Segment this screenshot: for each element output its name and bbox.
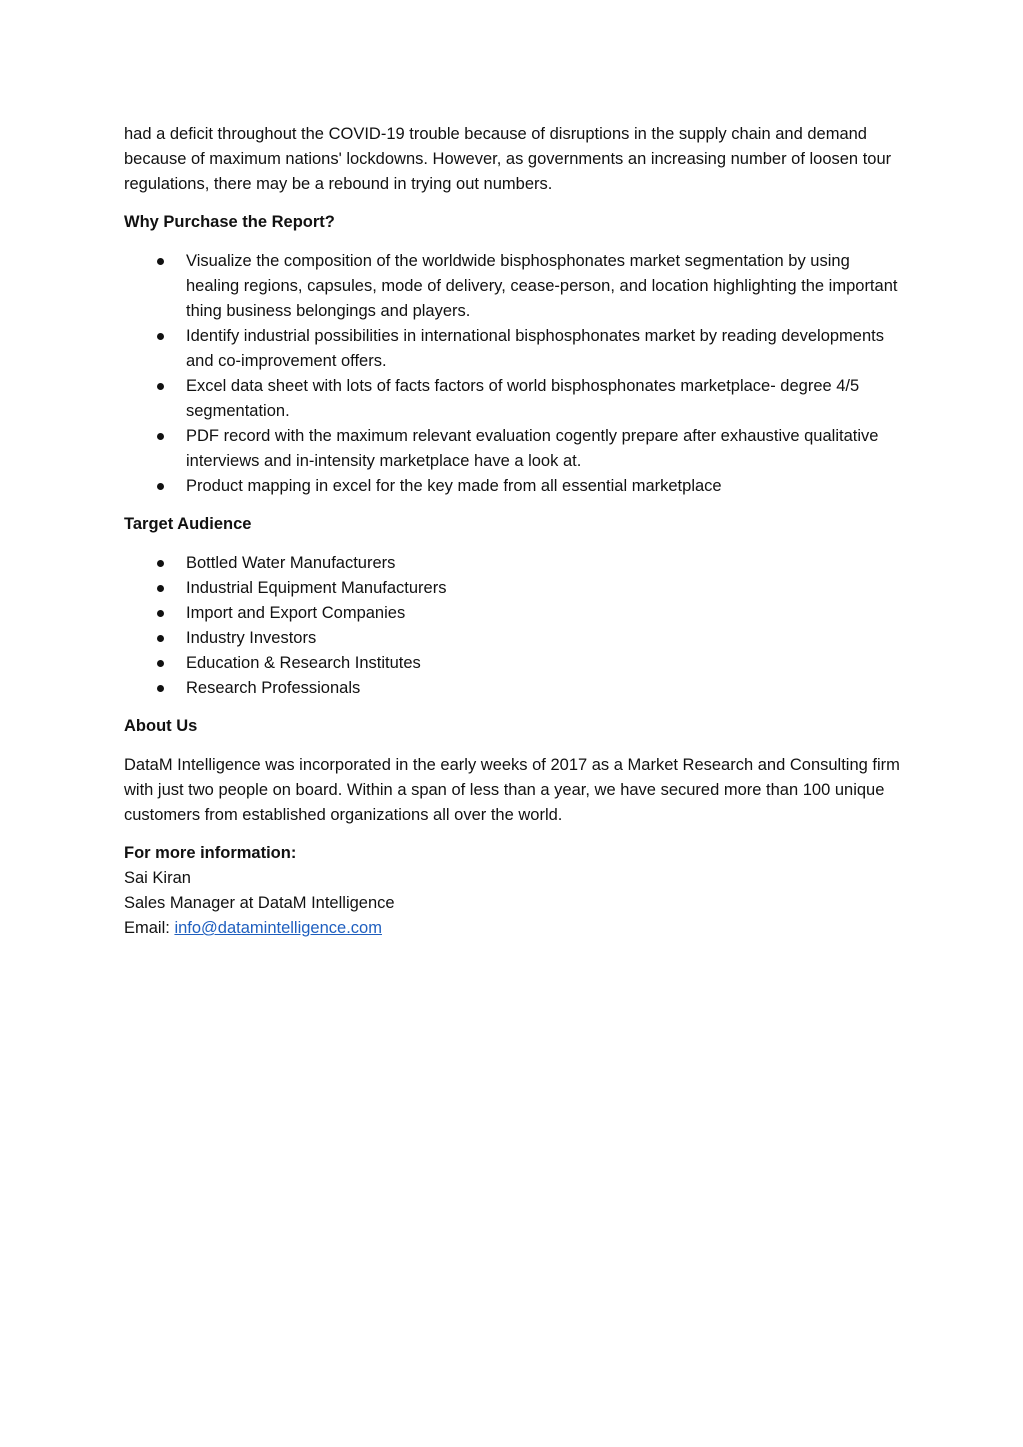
contact-heading: For more information:	[124, 844, 297, 862]
bullet-icon	[157, 483, 164, 490]
list-item-text: Industrial Equipment Manufacturers	[186, 579, 447, 597]
list-item	[124, 324, 904, 374]
list-item	[124, 651, 904, 676]
list-item	[124, 249, 904, 324]
about-us-paragraph: DataM Intelligence was incorporated in the early weeks of 2017 as a Market Research and Consulting firm with just two people on board. Within a span of less than a year, we have secured more than 100 unique customers from established organizations all over the world.	[124, 756, 900, 824]
target-audience-heading: Target Audience	[124, 515, 252, 533]
list-item	[124, 601, 904, 626]
about-us-heading: About Us	[124, 717, 198, 735]
list-item-text: Product mapping in excel for the key made from all essential marketplace	[186, 477, 722, 495]
email-label: Email:	[124, 919, 175, 937]
intro-paragraph: had a deficit throughout the COVID-19 trouble because of disruptions in the supply chain and demand because of maximum nations' lockdowns. However, as governments an increasing number of loosen tour regulations, there may be a rebound in trying out numbers.	[124, 125, 892, 193]
list-item-text: Visualize the composition of the worldwide bisphosphonates market segmentation by using healing regions, capsules, mode of delivery, cease-person, and location highlighting the important thing business belongings and players.	[186, 252, 898, 320]
contact-email-line	[124, 916, 904, 941]
bullet-icon	[157, 560, 164, 567]
bullet-icon	[157, 383, 164, 390]
contact-name: Sai Kiran	[124, 869, 191, 887]
bullet-icon	[157, 433, 164, 440]
bullet-icon	[157, 610, 164, 617]
list-item-text: Research Professionals	[186, 679, 361, 697]
list-item	[124, 474, 904, 499]
list-item	[124, 576, 904, 601]
list-item	[124, 551, 904, 576]
contact-title: Sales Manager at DataM Intelligence	[124, 894, 395, 912]
list-item	[124, 676, 904, 701]
bullet-icon	[157, 685, 164, 692]
list-item-text: Import and Export Companies	[186, 604, 406, 622]
bullet-icon	[157, 635, 164, 642]
list-item-text: PDF record with the maximum relevant evaluation cogently prepare after exhaustive qualitative interviews and in-intensity marketplace have a look at.	[186, 427, 879, 470]
bullet-icon	[157, 258, 164, 265]
list-item	[124, 374, 904, 424]
email-link[interactable]: info@datamintelligence.com	[174, 919, 382, 937]
list-item-text: Industry Investors	[186, 629, 317, 647]
list-item	[124, 424, 904, 474]
bullet-icon	[157, 660, 164, 667]
contact-block	[124, 841, 904, 941]
list-item-text: Bottled Water Manufacturers	[186, 554, 396, 572]
bullet-icon	[157, 585, 164, 592]
why-purchase-list	[124, 249, 904, 499]
why-purchase-heading: Why Purchase the Report?	[124, 213, 335, 231]
list-item-text: Education & Research Institutes	[186, 654, 421, 672]
document-page	[124, 122, 904, 941]
list-item-text: Identify industrial possibilities in international bisphosphonates market by reading developments and co-improvement offers.	[186, 327, 884, 370]
bullet-icon	[157, 333, 164, 340]
target-audience-list	[124, 551, 904, 701]
list-item-text: Excel data sheet with lots of facts factors of world bisphosphonates marketplace- degree 4/5 segmentation.	[186, 377, 860, 420]
list-item	[124, 626, 904, 651]
